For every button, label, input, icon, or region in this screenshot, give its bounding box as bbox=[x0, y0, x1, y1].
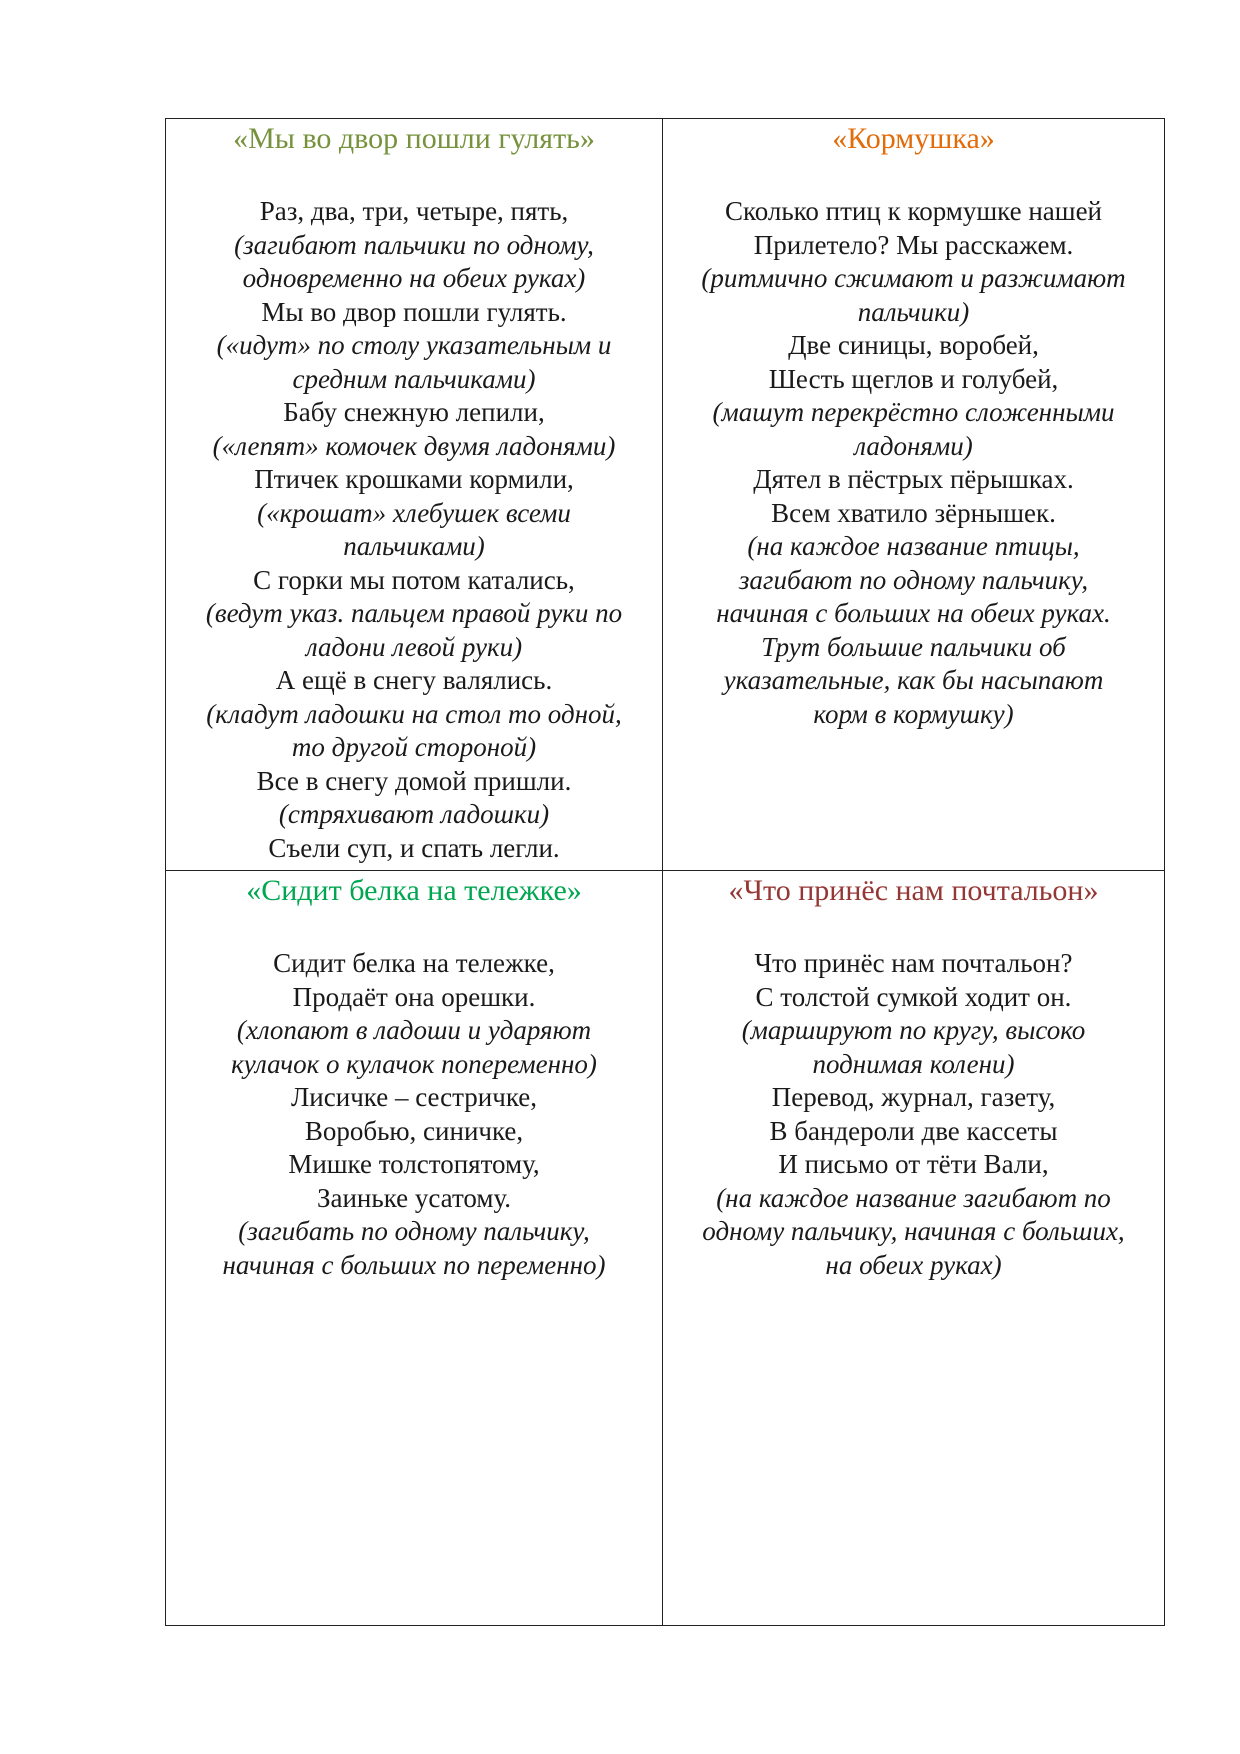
instruction-line: то другой стороной) bbox=[291, 732, 537, 762]
instruction-line: на обеих руках) bbox=[825, 1249, 1002, 1280]
instruction-line: (маршируют по кругу, высоко bbox=[741, 1015, 1086, 1045]
card-text bbox=[671, 947, 1156, 1282]
instruction-line: начиная с больших по переменно) bbox=[222, 1249, 606, 1280]
instruction-line: пальчики) bbox=[857, 296, 970, 327]
instruction-line: одному пальчику, начиная с больших, bbox=[702, 1216, 1125, 1246]
instruction-line: (хлопают в ладоши и ударяют bbox=[236, 1015, 592, 1045]
instruction-line: (стряхивают ладошки) bbox=[278, 799, 550, 829]
verse-line: С толстой сумкой ходит он. bbox=[755, 981, 1072, 1012]
verse-line: Съели суп, и спать легли. bbox=[268, 832, 560, 863]
verse-line: Заиньке усатому. bbox=[316, 1182, 512, 1213]
instruction-line: («крошат» хлебушек всеми bbox=[257, 497, 571, 528]
instruction-line: (ритмично сжимают и разжимают bbox=[701, 263, 1126, 293]
card-text bbox=[174, 195, 654, 865]
instruction-line: пальчиками) bbox=[343, 531, 485, 561]
verse-line: Дятел в пёстрых пёрышках. bbox=[753, 464, 1074, 494]
instruction-line: (машут перекрёстно сложенными bbox=[712, 397, 1115, 427]
verse-line: Сколько птиц к кормушке нашей bbox=[725, 196, 1102, 226]
instruction-line: указательные, как бы насыпают bbox=[723, 665, 1104, 695]
card-cell-1 bbox=[166, 119, 663, 871]
instruction-line: (загибать по одному пальчику, bbox=[238, 1216, 590, 1246]
verse-line: Лисичке – сестричке, bbox=[291, 1082, 537, 1112]
instruction-line: средним пальчиками) bbox=[292, 363, 536, 394]
instruction-line: (кладут ладошки на стол то одной, bbox=[206, 698, 622, 729]
verse-line: Мы во двор пошли гулять. bbox=[261, 296, 567, 327]
instruction-line: (загибают пальчики по одному, bbox=[234, 229, 594, 260]
instruction-line: (ведут указ. пальцем правой руки по bbox=[205, 598, 623, 628]
verse-line: Перевод, журнал, газету, bbox=[771, 1082, 1056, 1112]
card-text bbox=[671, 195, 1156, 731]
instruction-line: (на каждое название загибают по bbox=[716, 1182, 1111, 1213]
verse-line: Что принёс нам почтальон? bbox=[754, 948, 1073, 978]
instruction-line: поднимая колени) bbox=[812, 1048, 1015, 1079]
verse-line: Раз, два, три, четыре, пять, bbox=[259, 196, 569, 226]
verse-line: Мишке толстопятому, bbox=[288, 1149, 540, 1179]
instruction-line: корм в кормушку) bbox=[813, 698, 1014, 729]
verse-line: И письмо от тёти Вали, bbox=[778, 1149, 1049, 1179]
verse-line: Бабу снежную лепили, bbox=[283, 397, 545, 427]
instruction-line: ладонями) bbox=[854, 430, 973, 461]
verse-line: Птичек крошками кормили, bbox=[254, 464, 574, 494]
card-cell-2 bbox=[663, 119, 1164, 871]
instruction-line: одновременно на обеих руках) bbox=[242, 263, 586, 293]
verse-line: С горки мы потом катались, bbox=[253, 564, 575, 595]
instruction-line: («идут» по столу указательным и bbox=[216, 330, 612, 360]
instruction-line: («лепят» комочек двумя ладонями) bbox=[212, 430, 616, 461]
card-title: «Кормушка» bbox=[832, 122, 995, 155]
verse-line: В бандероли две кассеты bbox=[769, 1115, 1058, 1146]
card-cell-3 bbox=[166, 871, 663, 1625]
card-text bbox=[174, 947, 654, 1282]
verse-line: Воробью, синичке, bbox=[304, 1115, 524, 1146]
card-title: «Что принёс нам почтальон» bbox=[728, 874, 1099, 907]
card-title: «Мы во двор пошли гулять» bbox=[233, 122, 595, 155]
instruction-line: (на каждое название птицы, bbox=[747, 531, 1080, 561]
verse-line: Две синицы, воробей, bbox=[788, 330, 1039, 360]
verse-line: А ещё в снегу валялись. bbox=[275, 665, 553, 695]
verse-line: Продаёт она орешки. bbox=[292, 981, 536, 1012]
verse-line: Сидит белка на тележке, bbox=[273, 948, 555, 978]
card-cell-4 bbox=[663, 871, 1164, 1625]
instruction-line: начиная с больших на обеих руках. bbox=[716, 598, 1111, 628]
card-title: «Сидит белка на тележке» bbox=[246, 874, 582, 907]
verse-line: Прилетело? Мы расскажем. bbox=[753, 229, 1074, 260]
instruction-line: кулачок о кулачок попеременно) bbox=[231, 1048, 597, 1079]
verse-line: Все в снегу домой пришли. bbox=[256, 765, 572, 796]
instruction-line: ладони левой руки) bbox=[305, 631, 523, 662]
verse-line: Всем хватило зёрнышек. bbox=[771, 497, 1056, 528]
instruction-line: загибают по одному пальчику, bbox=[738, 564, 1089, 595]
instruction-line: Трут большие пальчики об bbox=[761, 631, 1066, 662]
rhymes-table bbox=[165, 118, 1165, 1626]
verse-line: Шесть щеглов и голубей, bbox=[768, 363, 1059, 394]
